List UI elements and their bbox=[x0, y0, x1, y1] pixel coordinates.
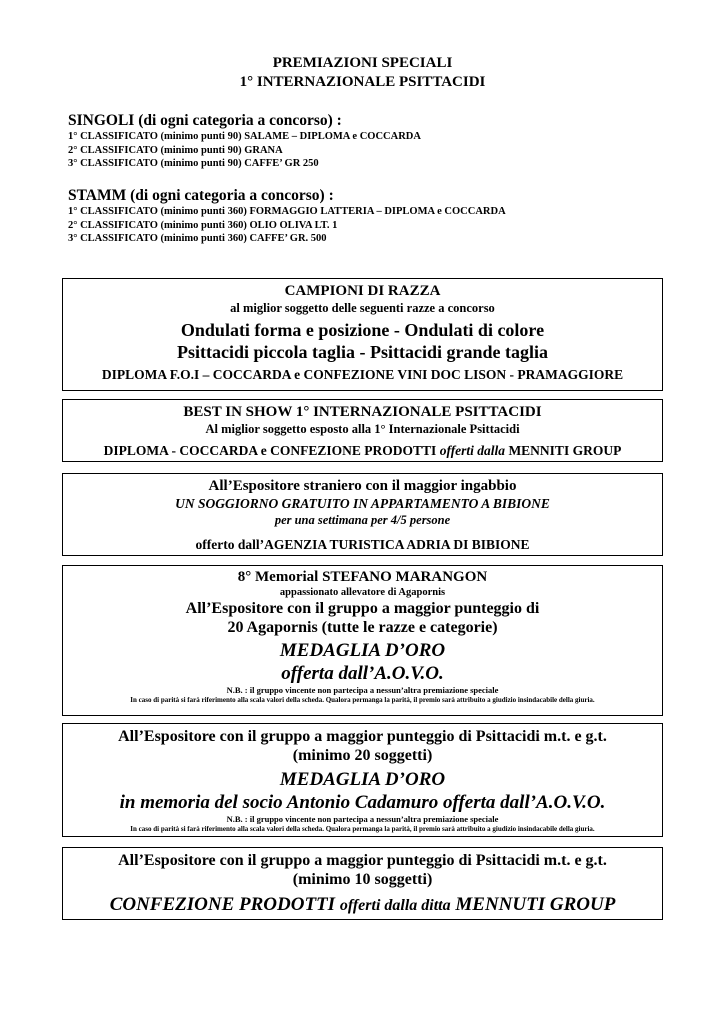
memorial-line: All’Espositore con il gruppo a maggior punteggio di bbox=[185, 600, 540, 617]
campioni-breeds-line: Ondulati forma e posizione - Ondulati di colore bbox=[180, 320, 545, 340]
gruppo-20-memory: in memoria del socio Antonio Cadamuro offerta dall’A.O.V.O. bbox=[119, 792, 606, 813]
campioni-box bbox=[62, 278, 663, 391]
singoli-row: 1° CLASSIFICATO (minimo punti 90) SALAME – DIPLOMA e COCCARDA bbox=[68, 131, 421, 142]
gruppo-20-box bbox=[62, 723, 663, 837]
campioni-breeds-line: Psittacidi piccola taglia - Psittacidi grande taglia bbox=[177, 342, 548, 362]
campioni-prize: DIPLOMA F.O.I – COCCARDA e CONFEZIONE VINI DOC LISON - PRAMAGGIORE bbox=[101, 367, 624, 382]
gruppo-20-fine-print: In caso di parità si farà riferimento alla scala valori della scheda. Qualora permanga la parità, il premio sarà attribuito a giudizio insindacabile della giuria. bbox=[130, 824, 595, 833]
gruppo-10-line: (minimo 10 soggetti) bbox=[292, 871, 433, 888]
gruppo-20-line: All’Espositore con il gruppo a maggior punteggio di Psittacidi m.t. e g.t. bbox=[118, 728, 607, 745]
campioni-subtitle: al miglior soggetto delle seguenti razze a concorso bbox=[230, 301, 495, 315]
page-header bbox=[0, 54, 725, 92]
memorial-line: 20 Agapornis (tutte le razze e categorie) bbox=[227, 619, 498, 636]
best-prize bbox=[63, 442, 662, 459]
gruppo-10-prize-main: CONFEZIONE PRODOTTI bbox=[109, 894, 340, 915]
gruppo-20-line: (minimo 20 soggetti) bbox=[292, 747, 433, 764]
straniero-duration: per una settimana per 4/5 persone bbox=[274, 513, 451, 527]
best-prize-sponsor: MENNITI GROUP bbox=[505, 443, 622, 458]
stamm-row: 2° CLASSIFICATO (minimo punti 360) OLIO OLIVA LT. 1 bbox=[68, 219, 338, 231]
stamm-section bbox=[68, 186, 688, 246]
singoli-title: SINGOLI (di ogni categoria a concorso) : bbox=[68, 112, 342, 129]
gruppo-10-line: All’Espositore con il gruppo a maggior punteggio di Psittacidi m.t. e g.t. bbox=[118, 852, 607, 869]
best-prize-italic: offerti dalla bbox=[439, 443, 506, 458]
gruppo-20-medal: MEDAGLIA D’ORO bbox=[279, 769, 446, 790]
straniero-box bbox=[62, 473, 663, 556]
memorial-fine-print: In caso di parità si farà riferimento alla scala valori della scheda. Qualora permanga la parità, il premio sarà attribuito a giudizio insindacabile della giuria. bbox=[130, 695, 595, 704]
memorial-offer: offerta dall’A.O.V.O. bbox=[281, 663, 444, 684]
gruppo-10-prize-mid: offerti dalla ditta bbox=[339, 897, 451, 914]
gruppo-10-prize-sponsor: MENNUTI GROUP bbox=[450, 894, 616, 915]
best-title: BEST IN SHOW 1° INTERNAZIONALE PSITTACIDI bbox=[183, 404, 542, 420]
singoli-row: 2° CLASSIFICATO (minimo punti 90) GRANA bbox=[68, 144, 283, 156]
gruppo-10-box bbox=[62, 847, 663, 920]
gruppo-10-prize bbox=[63, 893, 662, 917]
stamm-title: STAMM (di ogni categoria a concorso) : bbox=[68, 187, 334, 204]
memorial-subtitle: appassionato allevatore di Agapornis bbox=[279, 587, 446, 598]
singoli-row: 3° CLASSIFICATO (minimo punti 90) CAFFE’ GR 250 bbox=[68, 158, 319, 169]
straniero-prize: UN SOGGIORNO GRATUITO IN APPARTAMENTO A BIBIONE bbox=[175, 496, 550, 511]
header-title: PREMIAZIONI SPECIALI bbox=[272, 55, 453, 71]
gruppo-20-nb: N.B. : il gruppo vincente non partecipa a nessun’altra premiazione speciale bbox=[226, 814, 499, 824]
straniero-sponsor: offerto dall’AGENZIA TURISTICA ADRIA DI BIBIONE bbox=[195, 537, 530, 552]
memorial-title: 8° Memorial STEFANO MARANGON bbox=[237, 569, 488, 585]
memorial-box bbox=[62, 565, 663, 716]
best-prize-main: DIPLOMA - COCCARDA e CONFEZIONE PRODOTTI bbox=[103, 443, 440, 458]
stamm-row: 3° CLASSIFICATO (minimo punti 360) CAFFE’ GR. 500 bbox=[68, 233, 327, 244]
singoli-section bbox=[68, 111, 688, 171]
straniero-line: All’Espositore straniero con il maggior ingabbio bbox=[208, 478, 517, 494]
memorial-nb: N.B. : il gruppo vincente non partecipa a nessun’altra premiazione speciale bbox=[226, 685, 499, 695]
memorial-medal: MEDAGLIA D’ORO bbox=[279, 640, 446, 661]
campioni-title: CAMPIONI DI RAZZA bbox=[284, 283, 441, 299]
stamm-row: 1° CLASSIFICATO (minimo punti 360) FORMAGGIO LATTERIA – DIPLOMA e COCCARDA bbox=[68, 206, 506, 217]
header-subtitle: 1° INTERNAZIONALE PSITTACIDI bbox=[239, 74, 486, 90]
best-subtitle: Al miglior soggetto esposto alla 1° Internazionale Psittacidi bbox=[205, 422, 520, 436]
best-in-show-box bbox=[62, 399, 663, 462]
